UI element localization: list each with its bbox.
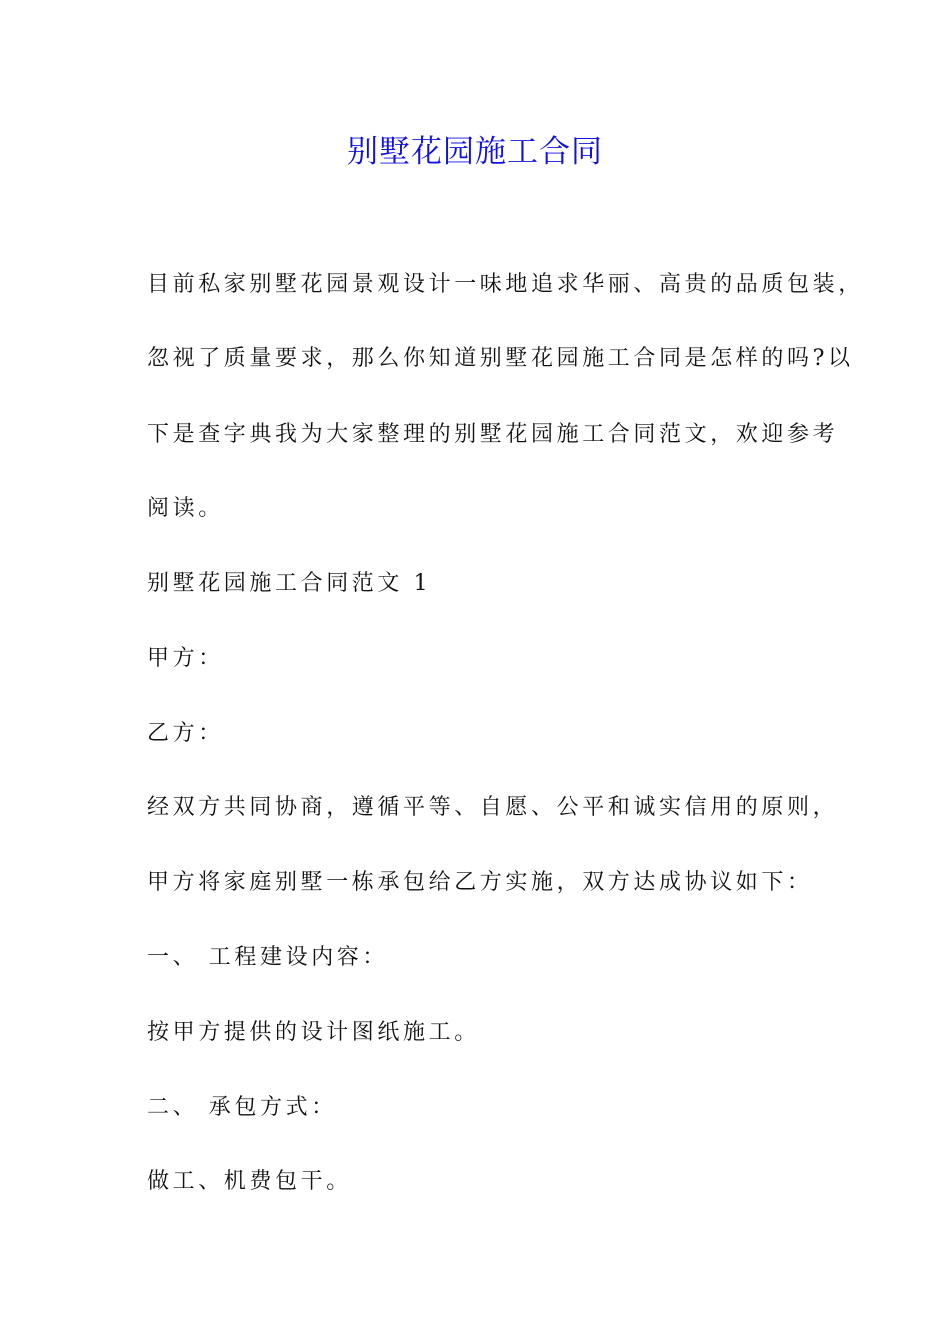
intro-line-1: 目前私家别墅花园景观设计一味地追求华丽、高贵的品质包装， [147,272,864,297]
agreement-line-2: 甲方将家庭别墅一栋承包给乙方实施，双方达成协议如下： [147,870,813,895]
intro-line-3: 下是查字典我为大家整理的别墅花园施工合同范文，欢迎参考 [147,422,839,447]
party-a-line: 甲方： [147,646,224,671]
clause-2-heading: 二、 承包方式： [147,1095,337,1120]
intro-line-2: 忽视了质量要求，那么你知道别墅花园施工合同是怎样的吗?以 [147,346,854,371]
clause-2-body: 做工、机费包干。 [147,1169,352,1194]
party-b-line: 乙方： [147,721,224,746]
section-heading: 别墅花园施工合同范文 1 [147,571,432,596]
intro-line-4: 阅读。 [147,496,224,521]
clause-1-heading: 一、 工程建设内容： [147,945,388,970]
agreement-line-1: 经双方共同协商，遵循平等、自愿、公平和诚实信用的原则， [147,795,839,820]
clause-1-body: 按甲方提供的设计图纸施工。 [147,1020,480,1045]
document-title: 别墅花园施工合同 [347,134,603,170]
